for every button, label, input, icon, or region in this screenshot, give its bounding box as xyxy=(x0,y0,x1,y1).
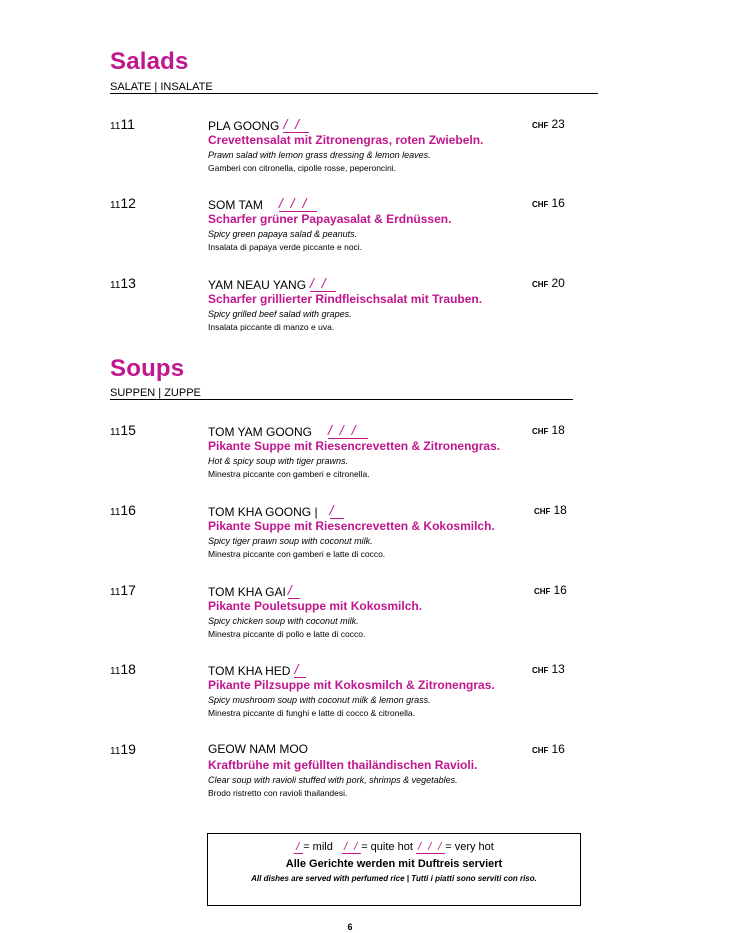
legend-note: Alle Gerichte werden mit Duftreis serviert xyxy=(285,858,503,870)
item-italian: Brodo ristretto con ravioli thailandesi. xyxy=(208,788,348,798)
item-english: Spicy grilled beef salad with grapes. xyxy=(208,309,352,319)
chili-icon: / / / xyxy=(279,196,317,212)
item-price: CHF 18 xyxy=(532,423,565,437)
item-price: CHF 23 xyxy=(532,117,565,131)
page-number: 6 xyxy=(347,922,353,932)
item-german: Scharfer grillierter Rindfleischsalat mit Trauben. xyxy=(208,292,483,306)
menu-item xyxy=(0,582,735,642)
chili-icon: / / xyxy=(344,841,360,853)
item-italian: Insalata di papaya verde piccante e noci. xyxy=(208,242,363,252)
menu-item xyxy=(0,422,735,482)
item-german: Pikante Suppe mit Riesencrevetten & Kokosmilch. xyxy=(208,519,495,533)
menu-item xyxy=(0,116,735,176)
chili-icon: / / / xyxy=(328,423,368,439)
menu-item xyxy=(0,502,735,562)
item-german: Scharfer grüner Papayasalat & Erdnüssen. xyxy=(208,212,452,226)
legend-very-label: = very hot xyxy=(445,841,494,853)
item-price: CHF 13 xyxy=(532,662,565,676)
item-name: TOM KHA HED xyxy=(208,664,291,678)
item-price: CHF 18 xyxy=(534,503,567,517)
item-price: CHF 20 xyxy=(532,276,565,290)
item-german: Pikante Pouletsuppe mit Kokosmilch. xyxy=(208,599,423,613)
item-german: Crevettensalat mit Zitronengras, roten Zwiebeln. xyxy=(208,133,484,147)
item-english: Spicy tiger prawn soup with coconut milk. xyxy=(208,536,373,546)
item-english: Spicy chicken soup with coconut milk. xyxy=(208,616,359,626)
item-name: SOM TAM xyxy=(208,198,263,212)
menu-item xyxy=(0,195,735,255)
legend-note-translated: All dishes are served with perfumed rice | Tutti i piatti sono serviti con riso. xyxy=(251,874,537,883)
item-code: 1116 xyxy=(110,502,136,518)
legend-mild-label: = mild xyxy=(303,841,333,853)
menu-item xyxy=(0,661,735,721)
item-name: PLA GOONG xyxy=(208,119,280,133)
section-subtitle-soups: SUPPEN | ZUPPE xyxy=(110,387,201,399)
chili-icon: / / / xyxy=(417,841,444,853)
item-german: Pikante Pilzsuppe mit Kokosmilch & Zitronengras. xyxy=(208,678,495,692)
item-name-line xyxy=(208,742,308,756)
item-german: Pikante Suppe mit Riesencrevetten & Zitronengras. xyxy=(208,439,501,453)
item-name: YAM NEAU YANG xyxy=(208,278,307,292)
menu-item xyxy=(0,741,735,801)
item-name-line xyxy=(208,276,336,292)
section-subtitle-salads: SALATE | INSALATE xyxy=(110,81,213,93)
item-english: Clear soup with ravioli stuffed with pork, shrimps & vegetables. xyxy=(208,775,458,785)
item-code: 1113 xyxy=(110,275,136,291)
menu-item xyxy=(0,275,735,335)
item-english: Spicy green papaya salad & peanuts. xyxy=(208,229,358,239)
item-name-line xyxy=(208,423,368,439)
chili-icon: / xyxy=(330,503,344,519)
item-code: 1115 xyxy=(110,422,136,438)
item-italian: Minestra piccante di pollo e latte di cocco. xyxy=(208,629,366,639)
item-code: 1117 xyxy=(110,582,136,598)
item-name-line xyxy=(208,117,309,133)
section-title-salads: Salads xyxy=(110,48,189,75)
item-italian: Gamberi con citronella, cipolle rosse, peperoncini. xyxy=(208,163,397,173)
item-name: TOM KHA GAI xyxy=(208,585,286,599)
item-price: CHF 16 xyxy=(534,583,567,597)
section-title-soups: Soups xyxy=(110,355,185,382)
legend-row xyxy=(208,841,580,854)
item-english: Spicy mushroom soup with coconut milk & lemon grass. xyxy=(208,695,431,705)
item-italian: Minestra piccante con gamberi e latte di cocco. xyxy=(208,549,386,559)
item-english: Prawn salad with lemon grass dressing & lemon leaves. xyxy=(208,150,431,160)
item-price: CHF 16 xyxy=(532,196,565,210)
item-english: Hot & spicy soup with tiger prawns. xyxy=(208,456,349,466)
chili-icon: / / xyxy=(310,276,336,292)
legend-quite-label: = quite hot xyxy=(361,841,413,853)
item-italian: Insalata piccante di manzo e uva. xyxy=(208,322,335,332)
spice-legend xyxy=(207,833,581,906)
item-code: 1111 xyxy=(110,116,135,132)
item-italian: Minestra piccante con gamberi e citronella. xyxy=(208,469,370,479)
item-code: 1118 xyxy=(110,661,136,677)
item-name-line xyxy=(208,583,300,599)
chili-icon: / / xyxy=(283,117,309,133)
chili-icon: / xyxy=(294,662,306,678)
chili-icon: / xyxy=(288,583,300,599)
item-code: 1119 xyxy=(110,741,136,757)
item-german: Kraftbrühe mit gefüllten thailändischen Ravioli. xyxy=(208,758,478,772)
item-name: TOM KHA GOONG | xyxy=(208,505,318,519)
item-name-line xyxy=(208,503,344,519)
item-name: TOM YAM GOONG xyxy=(208,425,313,439)
section-rule-soups xyxy=(110,399,573,400)
item-price: CHF 16 xyxy=(532,742,565,756)
item-name: GEOW NAM MOO xyxy=(208,742,308,756)
item-code: 1112 xyxy=(110,195,136,211)
section-rule-salads xyxy=(110,93,598,94)
item-name-line xyxy=(208,662,306,678)
item-name-line xyxy=(208,196,317,212)
chili-icon: / xyxy=(296,841,302,853)
item-italian: Minestra piccante di funghi e latte di cocco & citronella. xyxy=(208,708,415,718)
